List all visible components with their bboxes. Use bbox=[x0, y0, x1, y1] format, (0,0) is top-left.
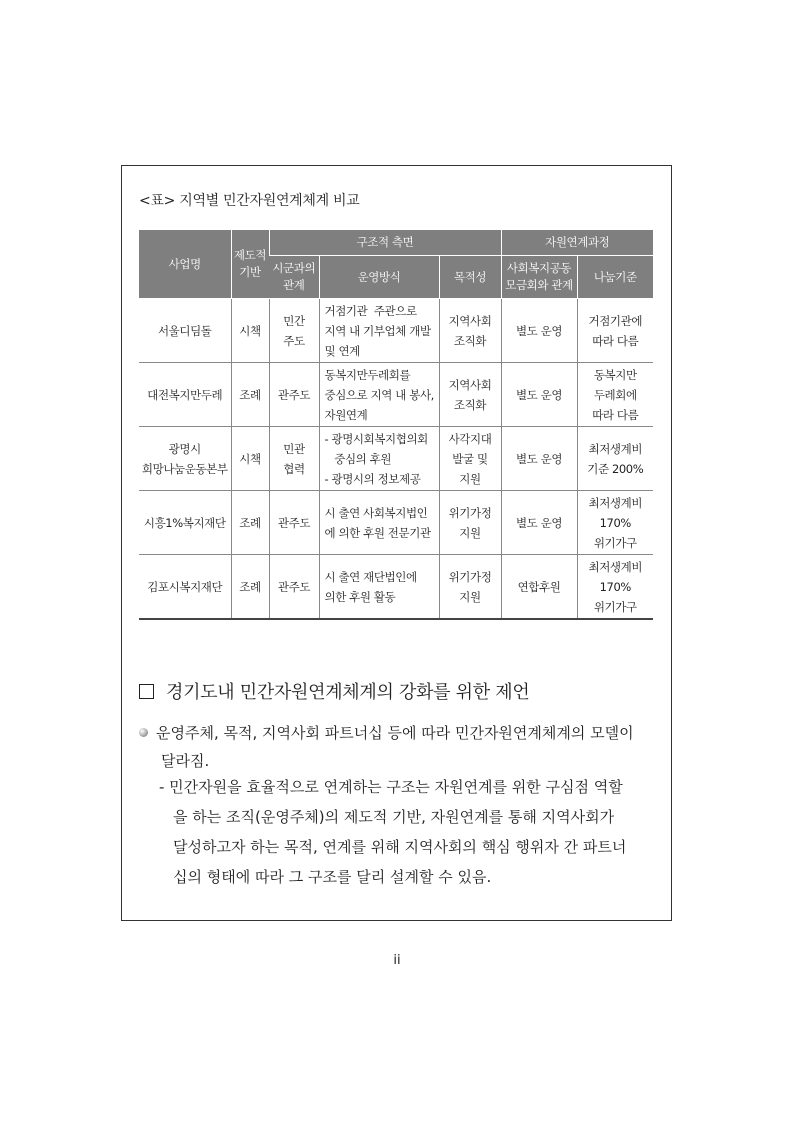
bullet-line: 달라짐. bbox=[161, 752, 210, 770]
header-purpose: 목적성 bbox=[439, 256, 501, 299]
cell-operation: 시 출연 사회복지법인 에 의한 후원 전문기관 bbox=[319, 491, 439, 555]
cell-operation: 동복지만두레회를 중심으로 지역 내 봉사, 자원연계 bbox=[319, 363, 439, 427]
cell-basis: 조례 bbox=[231, 363, 269, 427]
cell-project: 대전복지만두레 bbox=[139, 363, 231, 427]
square-bullet-icon bbox=[139, 684, 154, 699]
cell-project: 서울디딤돌 bbox=[139, 299, 231, 363]
header-resource-process: 자원연계과정 bbox=[501, 230, 653, 256]
cell-criteria: 최저생계비 기준 200% bbox=[577, 427, 653, 491]
cell-fund: 별도 운영 bbox=[501, 491, 577, 555]
round-bullet-icon bbox=[139, 728, 148, 737]
cell-purpose: 지역사회 조직화 bbox=[439, 299, 501, 363]
table-row bbox=[139, 427, 653, 491]
cell-operation: - 광명시회복지협의회 중심의 후원 - 광명시의 정보제공 bbox=[319, 427, 439, 491]
section-heading bbox=[139, 678, 529, 704]
bullet-paragraph bbox=[139, 719, 659, 775]
cell-relation: 민간 주도 bbox=[269, 299, 319, 363]
cell-basis: 조례 bbox=[231, 491, 269, 555]
cell-operation: 시 출연 재단법인에 의한 후원 활동 bbox=[319, 555, 439, 620]
cell-project: 시흥1%복지재단 bbox=[139, 491, 231, 555]
sub-line: - 민간자원을 효율적으로 연계하는 구조는 자원연계를 위한 구심점 역할 bbox=[159, 778, 623, 796]
header-relation-city: 시군과의 관계 bbox=[269, 256, 319, 299]
cell-relation: 관주도 bbox=[269, 491, 319, 555]
cell-relation: 민관 협력 bbox=[269, 427, 319, 491]
table-caption: <표> 지역별 민간자원연계체계 비교 bbox=[139, 193, 360, 209]
cell-purpose: 위기가정 지원 bbox=[439, 555, 501, 620]
cell-basis: 조례 bbox=[231, 555, 269, 620]
header-relation-fund: 사회복지공동 모금회와 관계 bbox=[501, 256, 577, 299]
cell-basis: 시책 bbox=[231, 427, 269, 491]
table-header-row bbox=[139, 230, 653, 256]
header-project: 사업명 bbox=[139, 230, 231, 299]
table-row bbox=[139, 363, 653, 427]
cell-basis: 시책 bbox=[231, 299, 269, 363]
cell-purpose: 사각지대 발굴 및 지원 bbox=[439, 427, 501, 491]
cell-fund: 별도 운영 bbox=[501, 299, 577, 363]
bullet-line: 운영주체, 목적, 지역사회 파트너십 등에 따라 민간자원연계체계의 모델이 bbox=[139, 719, 659, 747]
section-heading-text: 경기도내 민간자원연계체계의 강화를 위한 제언 bbox=[166, 682, 530, 703]
cell-project: 김포시복지재단 bbox=[139, 555, 231, 620]
cell-relation: 관주도 bbox=[269, 363, 319, 427]
table-row bbox=[139, 555, 653, 620]
table-row bbox=[139, 299, 653, 363]
cell-fund: 연합후원 bbox=[501, 555, 577, 620]
cell-criteria: 동복지만 두레회에 따라 다름 bbox=[577, 363, 653, 427]
page-number: ii bbox=[393, 953, 401, 968]
cell-criteria: 거점기관에 따라 다름 bbox=[577, 299, 653, 363]
sub-line: 을 하는 조직(운영주체)의 제도적 기반, 자원연계를 통해 지역사회가 bbox=[173, 808, 615, 826]
cell-project: 광명시 희망나눔운동본부 bbox=[139, 427, 231, 491]
header-structural-aspect: 구조적 측면 bbox=[269, 230, 501, 256]
sub-paragraph bbox=[159, 772, 659, 892]
cell-criteria: 최저생계비 170% 위기가구 bbox=[577, 491, 653, 555]
sub-line: 달성하고자 하는 목적, 연계를 위해 지역사회의 핵심 행위자 간 파트너 bbox=[173, 838, 627, 856]
table-row bbox=[139, 491, 653, 555]
cell-criteria: 최저생계비 170% 위기가구 bbox=[577, 555, 653, 620]
cell-purpose: 위기가정 지원 bbox=[439, 491, 501, 555]
header-operation-method: 운영방식 bbox=[319, 256, 439, 299]
cell-relation: 관주도 bbox=[269, 555, 319, 620]
sub-line: 십의 형태에 따라 그 구조를 달리 설계할 수 있음. bbox=[173, 868, 492, 886]
cell-operation: 거점기관 주관으로 지역 내 기부업체 개발 및 연계 bbox=[319, 299, 439, 363]
cell-fund: 별도 운영 bbox=[501, 427, 577, 491]
cell-fund: 별도 운영 bbox=[501, 363, 577, 427]
cell-purpose: 지역사회 조직화 bbox=[439, 363, 501, 427]
header-sharing-criteria: 나눔기준 bbox=[577, 256, 653, 299]
header-institutional-basis: 제도적 기반 bbox=[231, 230, 269, 299]
comparison-table bbox=[139, 230, 653, 620]
